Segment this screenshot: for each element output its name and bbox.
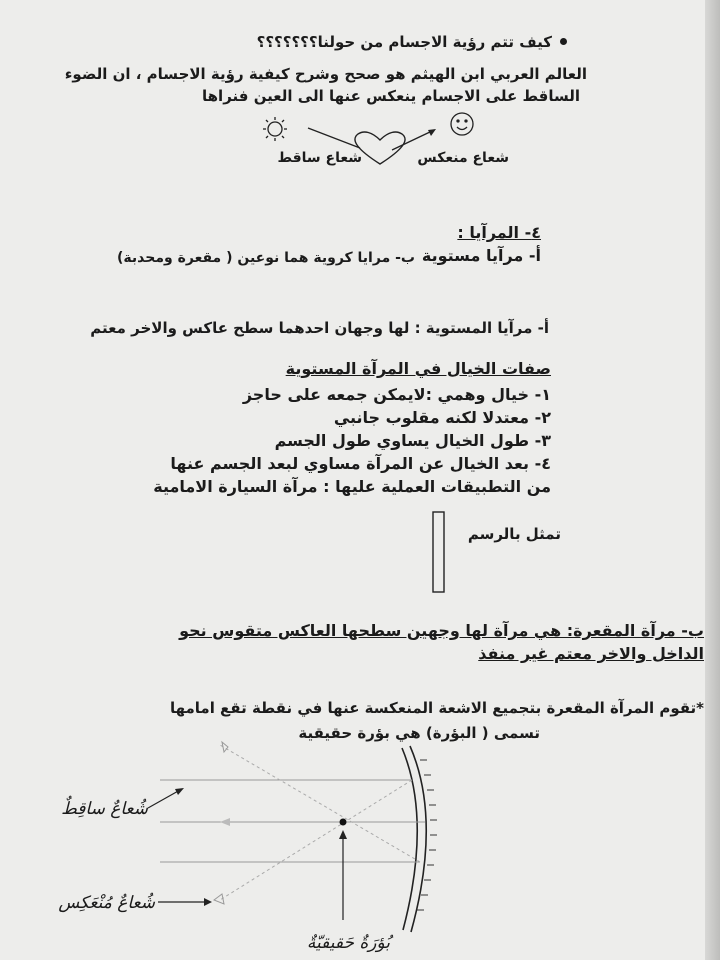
incident-ray-label: شعاع ساقط (277, 150, 362, 166)
incident-pointer-line (148, 790, 180, 808)
page-edge (705, 0, 720, 960)
application-example: من التطبيقات العملية عليها : مرآة السيارة الامامية (153, 477, 551, 496)
focus-description-line1: *تقوم المرآة المقعرة بتجميع الاشعة المنعكسة عنها في نقطة تقع امامها (169, 699, 704, 717)
mirror-type-b: ب- مرايا كروية هما نوعين ( مقعرة ومحدبة) (117, 250, 415, 266)
concave-definition-line1: ب- مرآة المقعرة: هي مرآة لها وجهين سطحها العاكس متقوس نحو (179, 621, 704, 640)
concave-mirror-shape (402, 746, 426, 932)
incident-ray-label-2: شُعاعٌ ساقِطٌ (61, 799, 148, 819)
plane-mirror-definition: أ- مرآيا المستوية : لها وجهان احدهما سطح عاكس والاخر معتم (90, 319, 549, 337)
intro-paragraph-line1: العالم العربي ابن الهيثم هو صحح وشرح كيفية رؤية الاجسام ، ان الضوء (64, 65, 587, 83)
concave-definition-line2: الداخل والاخر معتم غير منفذ (478, 644, 704, 663)
property-item-2: ٢- معتدلا لكنه مقلوب جانبي (333, 408, 551, 427)
reflected-ray-label-2: شُعاعٌ مُنْعَكِس (58, 893, 155, 913)
property-item-3: ٣- طول الخيال يساوي طول الجسم (274, 431, 551, 450)
drawing-label: تمثل بالرسم (467, 525, 561, 543)
parallel-rays (160, 780, 425, 862)
focal-point (340, 819, 347, 826)
reflected-ray-label: شعاع منعكس (417, 150, 509, 166)
mirrors-heading: ٤- المرآيا : (457, 223, 541, 242)
focus-description-line2: تسمى ( البؤرة) هي بؤرة حقيقية (298, 724, 540, 742)
property-item-4: ٤- بعد الخيال عن المرآة مساوي لبعد الجسم عنها (170, 454, 551, 473)
focus-label: بُؤرَةٌ حَقيقيّةٌ (306, 933, 390, 953)
image-properties-heading: صفات الخيال في المرآة المستوية (285, 359, 551, 378)
property-item-1: ١- خيال وهمي :لايمكن جمعه على حاجز (242, 385, 551, 404)
mirror-type-a: أ- مرآيا مستوية (421, 246, 541, 265)
intro-question: كيف تتم رؤية الاجسام من حولنا؟؟؟؟؟؟؟ (256, 33, 552, 51)
intro-paragraph-line2: الساقط على الاجسام ينعكس عنها الى العين فنراها (202, 87, 580, 105)
